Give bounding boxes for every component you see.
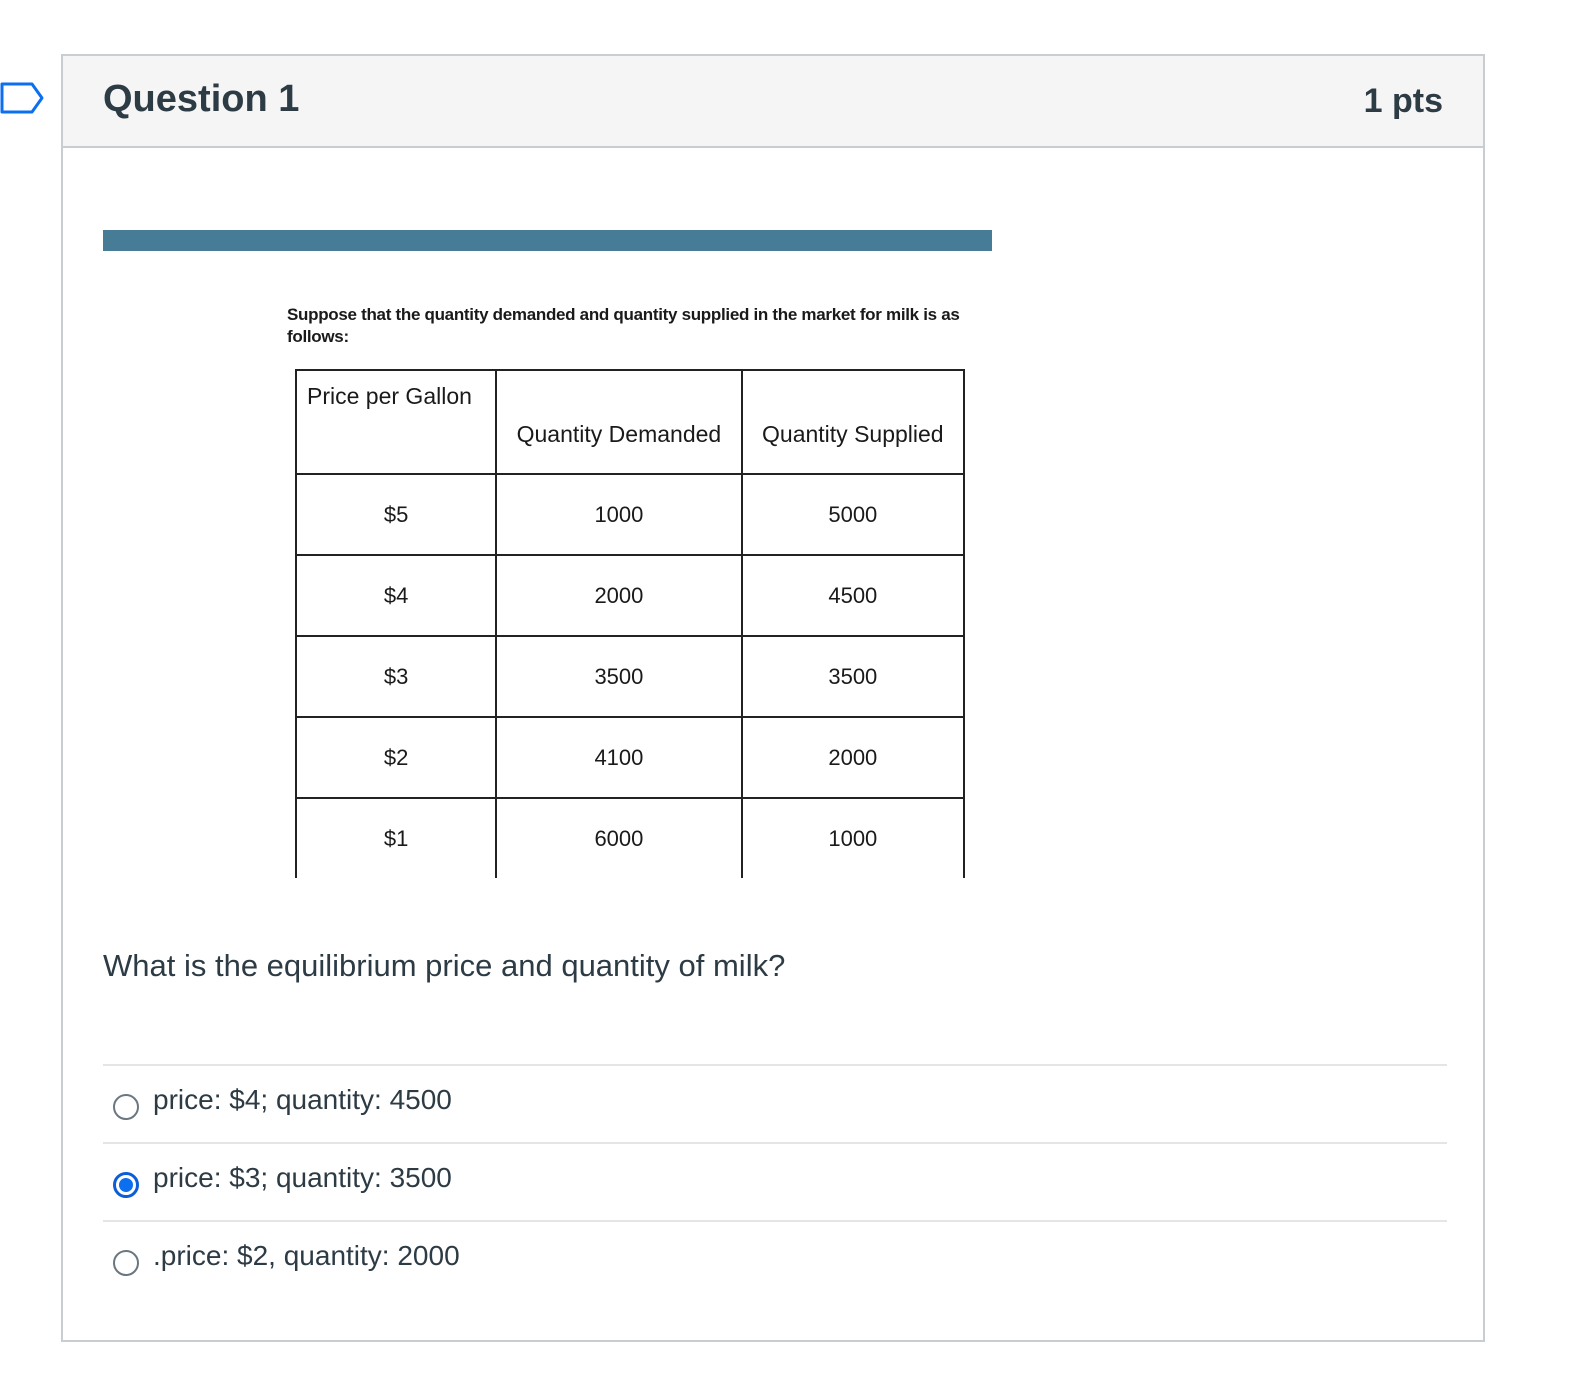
cell-supplied: 5000	[742, 474, 964, 555]
table-row	[296, 636, 964, 717]
question-intro: Suppose that the quantity demanded and quantity supplied in the market for milk is as follows:	[287, 305, 960, 346]
table-row	[296, 798, 964, 878]
cell-demanded: 1000	[496, 474, 741, 555]
answer-list	[103, 1064, 1447, 1298]
question-title: Question 1	[103, 78, 300, 120]
cell-price: $5	[296, 474, 496, 555]
cell-price: $4	[296, 555, 496, 636]
cell-price: $2	[296, 717, 496, 798]
radio-button[interactable]	[113, 1094, 139, 1120]
answer-option-1[interactable]	[103, 1064, 1447, 1142]
question-header	[63, 56, 1483, 148]
cell-supplied: 3500	[742, 636, 964, 717]
question-points: 1 pts	[1363, 82, 1443, 120]
table-row	[296, 555, 964, 636]
radio-button[interactable]	[113, 1250, 139, 1276]
answer-option-3[interactable]	[103, 1220, 1447, 1298]
answer-label[interactable]: .price: $2, quantity: 2000	[153, 1240, 460, 1271]
table-row	[296, 474, 964, 555]
cell-demanded: 3500	[496, 636, 741, 717]
question-card	[61, 54, 1485, 1342]
answer-option-2[interactable]	[103, 1142, 1447, 1220]
question-prompt: What is the equilibrium price and quantity of milk?	[103, 948, 786, 983]
bookmark-icon[interactable]	[0, 80, 44, 116]
header-quantity-supplied: Quantity Supplied	[742, 370, 964, 474]
cell-supplied: 4500	[742, 555, 964, 636]
cell-supplied: 1000	[742, 798, 964, 878]
cell-demanded: 6000	[496, 798, 741, 878]
cell-demanded: 2000	[496, 555, 741, 636]
cell-price: $1	[296, 798, 496, 878]
header-quantity-demanded: Quantity Demanded	[496, 370, 741, 474]
cell-price: $3	[296, 636, 496, 717]
answer-label[interactable]: price: $3; quantity: 3500	[153, 1162, 452, 1193]
header-price: Price per Gallon	[296, 370, 496, 474]
table-row	[296, 717, 964, 798]
table-header-row	[296, 370, 964, 474]
market-table	[295, 369, 965, 878]
radio-button-selected[interactable]	[113, 1172, 139, 1198]
answer-label[interactable]: price: $4; quantity: 4500	[153, 1084, 452, 1115]
image-header-bar	[103, 230, 992, 251]
market-table-image	[295, 369, 965, 878]
cell-demanded: 4100	[496, 717, 741, 798]
cell-supplied: 2000	[742, 717, 964, 798]
